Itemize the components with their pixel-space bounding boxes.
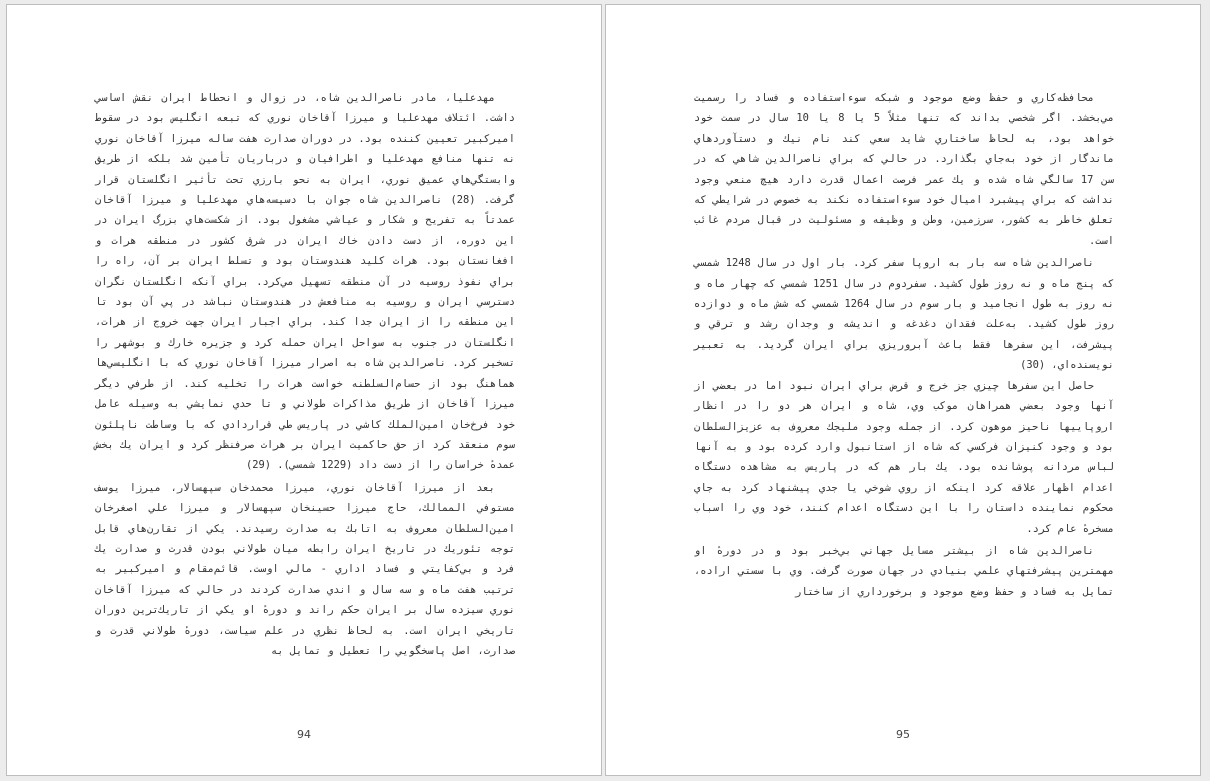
paragraph: بعد از ميرزا آقاخان نوري، ميرزا محمدخان سپهسالار، ميرزا يوسف مستوفي الممالك، حاج ميرزا حسينخان سپهسالار و ميرزا علي اصغرخان امين‌السلطان معروف به اتابك به صدارت رسيدند. يكي از تقارن‌هاي قابل توجه تئوريك در تاريخ ايران رابطه ميان طولاني بودن قدرت و صدارت يك فرد و بي‌كفايتي و فساد اداري - مالي اوست. قائم‌مقام و اميركبير به ترتيب هفت ماه و سه سال و اندي صدارت كردند در حالي كه ميرزا آقاخان نوري سيزده سال بر ايران حكم راند و دورهٔ او يكي از تاريك‌ترين دوران تاريخي ايران است. به لحاظ نظري در علم سياست، دورهٔ طولاني قدرت و صدارت، اصل پاسخگويي را تعطيل و تمايل به xyxy=(95,481,515,657)
block-quote: حاصل اين سفرها چيزي جز خرج و قرض براي ايران نبود اما در بعضي از آنها وجود بعضي همراهان موكب وي، شاه و ايران هر دو را در انظار اروپاييها ناحيز موهون كرد. از جمله وجود مليجك معروف به عزيزالسلطان بود و وجود كنيزان فركسي كه شاه از استانبول وارد كرده بود و به آنها لباس مردانه پوشانده بود. يك بار هم كه در پاريس به مشاهده دستگاه اعدام اظهار علاقه كرد اينكه از روي شوخي يا جدي پيشنهاد كرد به جاي محكوم نماينده داستان را با اين دستگاه اعدام كنند، خود وي را اسباب مسخرهٔ عام كرد. xyxy=(694,379,1114,535)
right-page-text xyxy=(694,88,1114,602)
paragraph: ناصرالدين شاه از بيشتر مسايل جهاني بي‌خبر بود و در دورهٔ او مهمترين پيشرفتهاي علمي بنيادي در جهان صورت گرفت. وي با سستي اراده، تمايل به فساد و حفظ وضع موجود و برخورداري از ساختار xyxy=(694,544,1114,598)
paragraph: مهدعليا، مادر ناصرالدين شاه، در زوال و انحطاط ايران نقش اساسي داشت. ائتلاف مهدعليا و ميرزا آقاخان نوري كه تبعه انگليس بود در سقوط اميركبير تعيين كننده بود. در دوران صدارت هفت ساله ميرزا آقاخان نوري نه تنها منافع مهدعليا و اطرافيان و درباريان تأمين شد بلكه از طريق وابستگي‌هاي عميق نوري، ايران به نحو بارزي تحت تأثير انگلستان قرار گرفت. (28) ناصرالدين شاه جوان با دسيسه‌هاي مهدعليا و ميرزا آقاخان عمدتاً به تفريح و شكار و عياشي مشغول بود. از شكست‌هاي بزرگ ايران در اين دوره، از دست دادن خاك ايران در شرق كشور در منطقه هرات و افغانستان بود. هرات كليد هندوستان بود و تسلط ايران بر آن، راه را براي نفوذ روسيه در آن منطقه تسهيل مي‌كرد. براي آنكه انگلستان نگران دسترسي ايران و روسيه به منافعش در هندوستان نباشد در پي آن بود تا اين منطقه را از ايران جدا كند. براي اجبار ايران جهت خروج از هرات، انگلستان در جنوب به سواحل ايران حمله كرد و جزيره خارك و بوشهر را تسخير كرد. ناصرالدين شاه به اصرار ميرزا آقاخان نوري كه با انگليسي‌ها هماهنگ بود از حسام‌السلطنه خواست هرات را تخليه كند. از طرفي ديگر ميرزا آقاخان از طريق مذاكرات طولاني و تا حدي نمايشي به وسيله عامل خود فرخ‌خان امين‌الملك كاشي در پاريس طي قراردادي كه با وساطت ناپلئون سوم منعقد كرد از حق حاكميت ايران بر هرات صرفنظر كرد و ايران يك بخش عمدهٔ خراسان را از دست داد (1229 شمسي). (29) xyxy=(95,92,515,472)
page-number: 94 xyxy=(297,728,311,741)
left-page-text xyxy=(95,88,515,661)
paragraph: محافظه‌كاري و حفظ وضع موجود و شبكه سوء‌استفاده و فساد را رسميت مي‌بخشد. اگر شخصي بداند كه تنها مثلاً 5 يا 8 يا 10 سال در سمت خود خواهد بود، به لحاظ ساختاري شايد سعي كند نام نيك و دستآوردهاي ماندگار از خود به‌جاي بگذارد. در حالي كه براي ناصرالدين شاهي كه در سن 17 سالگي شاه شده و يك عمر فرصت اعمال قدرت دارد هيچ منعي وجود نداشت كه براي پيشبرد اميال خود سوء‌استفاده نكند به خصوص در شرايطي كه تعلق خاطر به كشور، سرزمين، وطن و وظيفه و مسئوليت در قبال مردم غائب است. xyxy=(694,92,1115,247)
page-number: 95 xyxy=(896,728,910,741)
right-page xyxy=(605,4,1201,776)
paragraph: ناصرالدين شاه سه بار به اروپا سفر كرد. بار اول در سال 1248 شمسي كه پنج ماه و نه روز طول كشيد. سفردوم در سال 1251 شمسي كه چهار ماه و نه روز به طول انجاميد و بار سوم در سال 1264 شمسي كه شش ماه و دوازده روز طول كشيد. به‌علت فقدان دغدغه و انديشه و وجدان رشد و ترقي و پيشرفت، اين سفرها فقط باعث آبروريزي براي ايران گرديد. به تعبير نويسنده‌اي، (30) xyxy=(694,257,1114,372)
left-page xyxy=(6,4,602,776)
